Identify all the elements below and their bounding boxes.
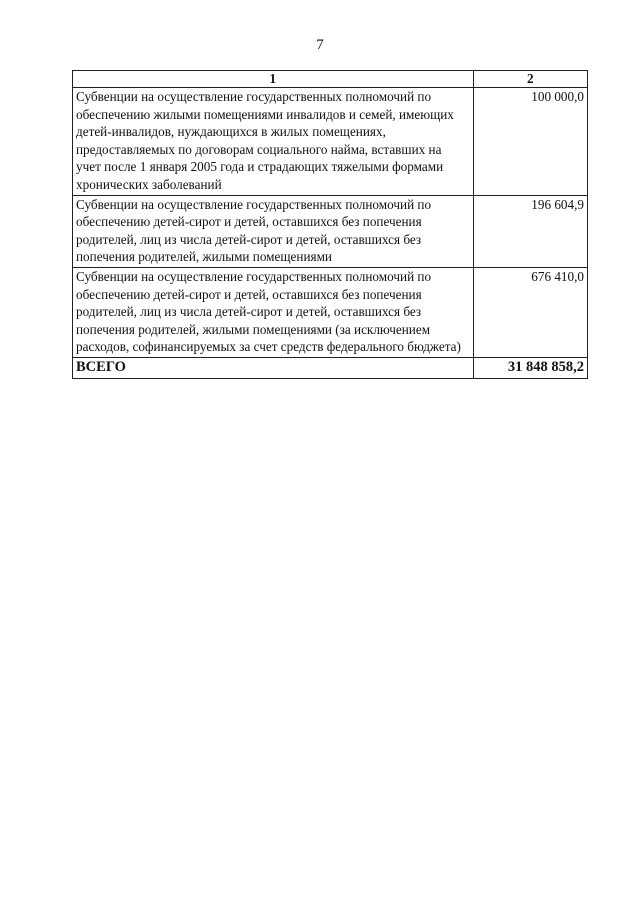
total-label: ВСЕГО	[73, 357, 474, 378]
row-description: Субвенции на осуществление государственных полномочий по обеспечению детей-сирот и детей, оставшихся без попечения родителей, лиц из числа детей-сирот и детей, оставшихся без попечения родителей, жилыми помещениями (за исключением расходов, софинансируемых за счет средств федерального бюджета)	[73, 267, 474, 357]
column-header-description: 1	[73, 71, 474, 88]
table-row	[73, 195, 588, 267]
row-description: Субвенции на осуществление государственных полномочий по обеспечению детей-сирот и детей, оставшихся без попечения родителей, лиц из числа детей-сирот и детей, оставшихся без попечения родителей, жилыми помещениями	[73, 195, 474, 267]
table-row	[73, 88, 588, 196]
row-description: Субвенции на осуществление государственных полномочий по обеспечению жилыми помещениями инвалидов и семей, имеющих детей-инвалидов, нуждающихся в жилых помещениях, предоставляемых по договорам социального найма, вставших на учет после 1 января 2005 года и страдающих тяжелыми формами хронических заболеваний	[73, 88, 474, 196]
row-amount: 100 000,0	[473, 88, 587, 196]
row-amount: 196 604,9	[473, 195, 587, 267]
budget-table	[72, 70, 588, 379]
row-amount: 676 410,0	[473, 267, 587, 357]
total-amount: 31 848 858,2	[473, 357, 587, 378]
table-row	[73, 267, 588, 357]
total-row	[73, 357, 588, 378]
page-number: 7	[316, 37, 324, 53]
table-header-row	[73, 71, 588, 88]
column-header-amount: 2	[473, 71, 587, 88]
